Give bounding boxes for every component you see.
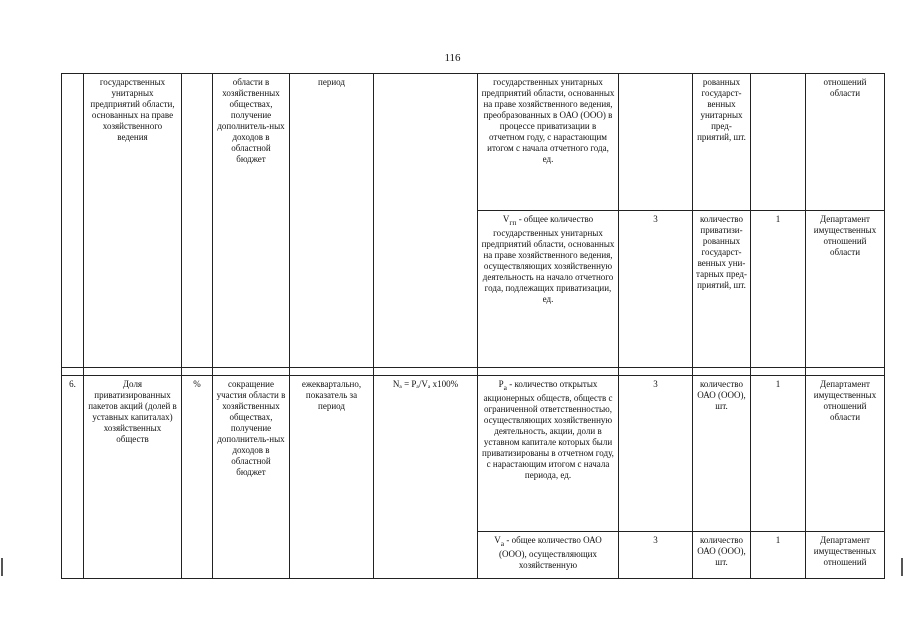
method-cell: 3 — [619, 532, 693, 579]
scan-edge-mark-right — [901, 558, 903, 576]
method-cell — [619, 74, 693, 211]
component-description-cell — [478, 532, 619, 579]
component-description-cell — [478, 211, 619, 368]
source-cell: отношений области — [806, 74, 885, 211]
variable-subscript: а — [503, 382, 507, 392]
level-cell — [751, 74, 806, 211]
page-number: 116 — [444, 52, 461, 64]
unit-cell — [182, 74, 213, 368]
scan-edge-mark-left — [1, 558, 3, 576]
source-cell: Департамент имущественных отношений области — [806, 211, 885, 368]
component-unit-cell: количество ОАО (ООО), шт. — [693, 376, 751, 532]
component-description-cell — [478, 376, 619, 532]
formula-cell — [374, 74, 478, 368]
row-number-cell: 6. — [62, 376, 84, 579]
indicator-name-cell: государственных унитарных предприятий области, основанных на праве хозяйственного ведения — [84, 74, 182, 368]
row-number-cell — [62, 74, 84, 368]
periodicity-cell: ежеквартально, показатель за период — [290, 376, 374, 579]
component-description: - количество открытых акционерных обществ, обществ с ограниченной ответственностью, осуществляющих хозяйственную деятельность, акции, доли в уставном капитале которых были приватизированы в отчетном году, с нарастающим итогом с начала периода, ед. — [482, 379, 614, 480]
unit-cell: % — [182, 376, 213, 579]
source-cell: Департамент имущественных отношений области — [806, 376, 885, 532]
component-description: - общее количество государственных унитарных предприятий области, основанных на праве хозяйственного ведения, осуществляющих хозяйственную деятельность на начало отчетного года, подлежащих приватизации, ед. — [481, 214, 615, 304]
component-description: - общее количество ОАО (ООО), осуществляющих хозяйственную — [499, 535, 602, 570]
goal-cell: сокращение участия области в хозяйственных обществах, получение дополнитель-ных доходов в областной бюджет — [213, 376, 290, 579]
table-gap — [62, 368, 885, 376]
indicator-name-cell: Доля приватизированных пакетов акций (долей в уставных капиталах) хозяйственных обществ — [84, 376, 182, 579]
component-unit-cell: количество приватизи-рованных государст-венных уни-тарных пред-приятий, шт. — [693, 211, 751, 368]
indicators-table — [61, 73, 885, 579]
table-row — [62, 376, 885, 532]
variable-subscript: а — [500, 538, 505, 548]
variable-symbol: V — [502, 214, 510, 224]
method-cell: 3 — [619, 376, 693, 532]
component-unit-cell: рованных государст-венных унитарных пред-приятий, шт. — [693, 74, 751, 211]
method-cell: 3 — [619, 211, 693, 368]
source-cell: Департамент имущественных отношений — [806, 532, 885, 579]
variable-symbol: V — [494, 535, 501, 545]
goal-cell: области в хозяйственных обществах, получение дополнитель-ных доходов в областной бюджет — [213, 74, 290, 368]
variable-symbol: P — [498, 379, 504, 389]
level-cell: 1 — [751, 211, 806, 368]
variable-subscript: гп — [509, 217, 517, 227]
component-description-cell: государственных унитарных предприятий области, основанных на праве хозяйственного ведения, преобразованных в ОАО (ООО) в процессе приватизации в отчетном году, с нарастающим итогом с начала отчетного года, ед. — [478, 74, 619, 211]
periodicity-cell: период — [290, 74, 374, 368]
level-cell: 1 — [751, 532, 806, 579]
component-unit-cell: количество ОАО (ООО), шт. — [693, 532, 751, 579]
formula-cell: Nₐ = Pₐ/Vₐ x100% — [374, 376, 478, 579]
level-cell: 1 — [751, 376, 806, 532]
table-row — [62, 74, 885, 211]
